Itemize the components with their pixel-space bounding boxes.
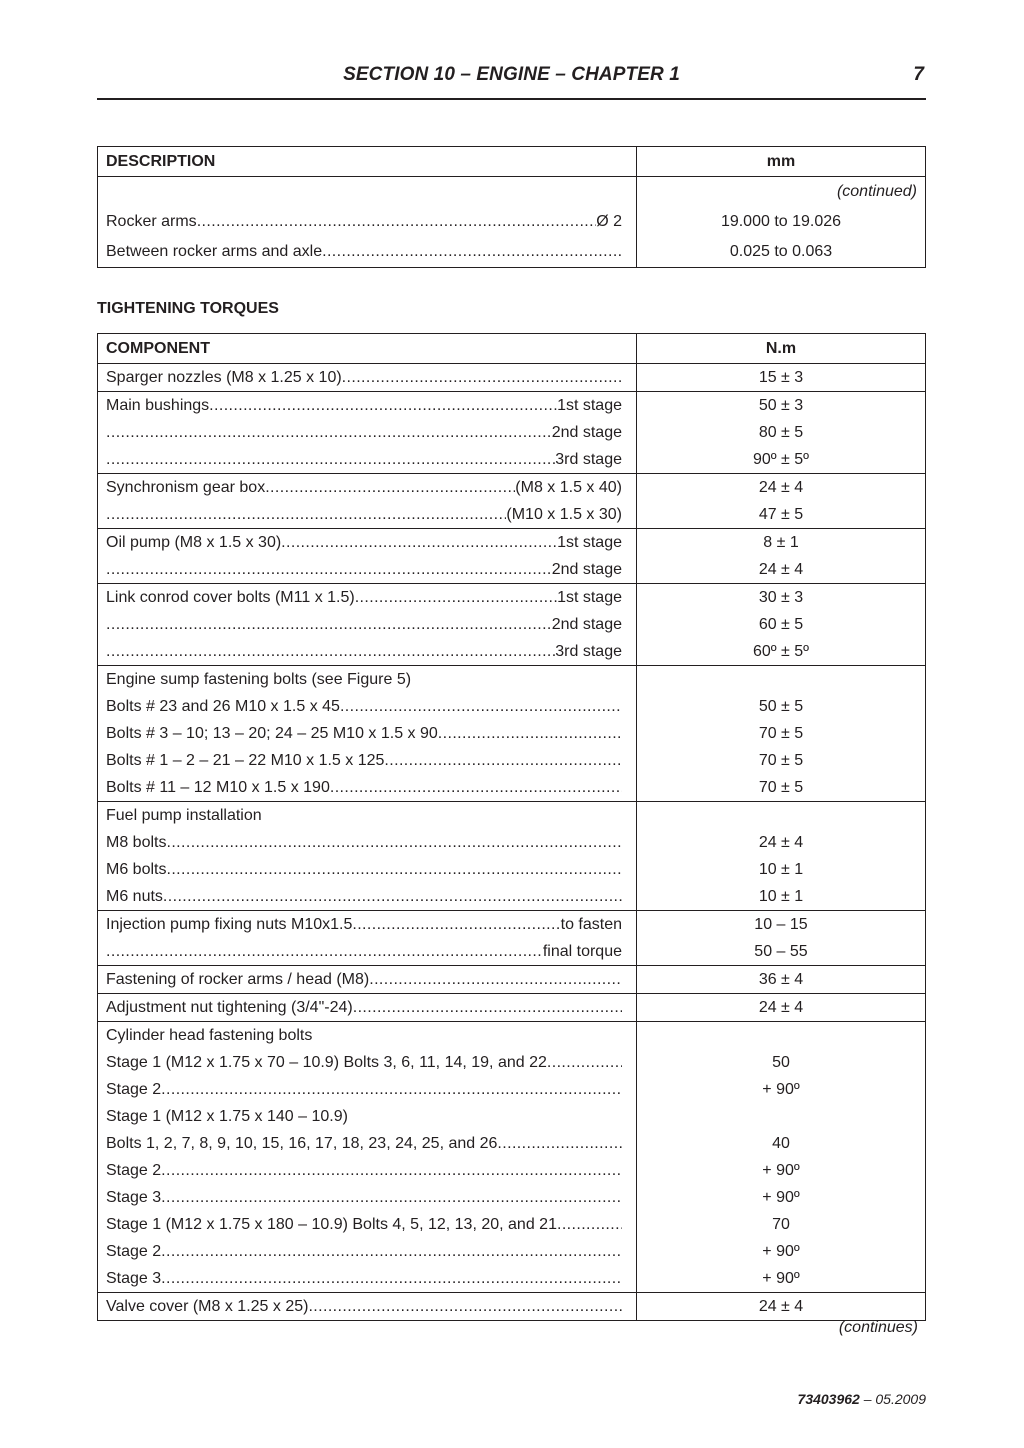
tightening-torques-heading: TIGHTENING TORQUES [97,300,279,317]
component-cell [98,584,637,666]
list-item: Stage 3 ..... [98,1265,636,1292]
table-row [98,994,926,1022]
torque-value [637,802,925,829]
list-item: M6 nuts ..... [98,883,636,910]
list-item: Bolts 1, 2, 7, 8, 9, 10, 15, 16, 17, 18, 23, 24, 25, and 26 ..... [98,1130,636,1157]
list-item: Link conrod cover bolts (M11 x 1.5) ..... 1st stage [98,584,636,611]
list-item: Fastening of rocker arms / head (M8) ..... [98,966,636,993]
list-item: ..... final torque [98,938,636,965]
torque-value: + 90º [762,1081,800,1098]
list-item: Bolts # 1 – 2 – 21 – 22 M10 x 1.5 x 125 ..... [98,747,636,774]
table-row [98,474,926,529]
component-cell [98,802,637,911]
page-footer [798,1391,926,1407]
list-item: Adjustment nut tightening (3/4"-24) ..... [98,994,636,1021]
table-row [98,392,926,474]
list-item: Stage 2 ..... [98,1076,636,1103]
page-number: 7 [913,64,924,85]
torque-value: 70 ± 5 [758,725,804,742]
list-item: Stage 2 ..... [98,1157,636,1184]
table-row [98,911,926,966]
torque-value: 40 [772,1135,790,1152]
component-cell [98,911,637,966]
torque-value: 50 – 55 [754,943,808,960]
component-cell [98,1293,637,1321]
torque-cell [637,529,926,584]
table-row [98,1293,926,1321]
torque-cell [637,1022,926,1293]
torque-value: 15 ± 3 [758,369,804,386]
list-item: Stage 1 (M12 x 1.75 x 70 – 10.9) Bolts 3, 6, 11, 14, 19, and 22 ..... [98,1049,636,1076]
list-item: Bolts # 11 – 12 M10 x 1.5 x 190 ..... [98,774,636,801]
list-item: ..... 3rd stage [98,446,636,473]
torque-cell [637,392,926,474]
list-item: M8 bolts ..... [98,829,636,856]
torque-table [97,333,926,1321]
torque-value: 10 ± 1 [758,861,804,878]
value-cell [637,177,926,268]
list-item: ..... 2nd stage [98,419,636,446]
torque-value: 47 ± 5 [758,506,804,523]
list-item: Stage 2 ..... [98,1238,636,1265]
torque-value: 10 ± 1 [758,888,804,905]
component-cell [98,474,637,529]
torque-value: 10 – 15 [754,916,808,933]
component-cell [98,364,637,392]
value: 0.025 to 0.063 [729,243,833,260]
list-item: ..... 2nd stage [98,556,636,583]
torque-value [637,1022,925,1049]
torque-value: 24 ± 4 [758,834,804,851]
component-cell [98,1022,637,1293]
section-title: SECTION 10 – ENGINE – CHAPTER 1 [343,64,680,85]
table-header-row [98,147,926,177]
component-cell [98,392,637,474]
component-cell [98,966,637,994]
torque-cell [637,966,926,994]
torque-cell [637,994,926,1022]
component-cell [98,994,637,1022]
torque-cell [637,474,926,529]
torque-value: 36 ± 4 [758,971,804,988]
table-row [98,1022,926,1293]
list-item: Engine sump fastening bolts (see Figure 5) [106,671,412,688]
torque-value: 30 ± 3 [758,589,804,606]
table-header-row [98,334,926,364]
list-item: Bolts # 3 – 10; 13 – 20; 24 – 25 M10 x 1.5 x 90 ..... [98,720,636,747]
torque-value: 70 ± 5 [758,752,804,769]
description-cell [98,177,637,268]
torque-value: + 90º [762,1270,800,1287]
list-item: ..... 3rd stage [98,638,636,665]
component-column-header: COMPONENT [98,334,637,364]
list-item: Main bushings ..... 1st stage [98,392,636,419]
description-column-header: DESCRIPTION [98,147,637,177]
document-date: – 05.2009 [859,1391,926,1407]
list-item: Stage 3 ..... [98,1184,636,1211]
torque-value: 80 ± 5 [758,424,804,441]
list-item: Between rocker arms and axle ..... [98,237,636,267]
list-item: Stage 1 (M12 x 1.75 x 140 – 10.9) [106,1108,348,1125]
table-row [98,364,926,392]
torque-value: 70 [772,1216,790,1233]
list-item: Oil pump (M8 x 1.5 x 30) ..... 1st stage [98,529,636,556]
torque-cell [637,584,926,666]
list-item: Injection pump fixing nuts M10x1.5 ..... to fasten [98,911,636,938]
list-item: Valve cover (M8 x 1.25 x 25) ..... [98,1293,636,1320]
page-header [97,60,926,100]
list-item: Bolts # 23 and 26 M10 x 1.5 x 45 ..... [98,693,636,720]
torque-value: + 90º [762,1243,800,1260]
list-item: Stage 1 (M12 x 1.75 x 180 – 10.9) Bolts 4, 5, 12, 13, 20, and 21 ..... [98,1211,636,1238]
table-row [98,177,926,268]
list-item: M6 bolts ..... [98,856,636,883]
list-item: ..... 2nd stage [98,611,636,638]
document-code: 73403962 [797,1391,860,1407]
table-row [98,802,926,911]
table-row [98,966,926,994]
torque-value: 50 [772,1054,790,1071]
table-row [98,584,926,666]
torque-value [637,666,925,693]
torque-value: 24 ± 4 [758,561,804,578]
torque-value: 60 ± 5 [758,616,804,633]
torque-value [637,1103,925,1130]
torque-value: + 90º [762,1189,800,1206]
torque-value: 70 ± 5 [758,779,804,796]
torque-value: 8 ± 1 [763,534,799,551]
list-item: Cylinder head fastening bolts [106,1027,313,1044]
torque-value: + 90º [762,1162,800,1179]
torque-cell [637,666,926,802]
torque-value: 90º ± 5º [752,451,810,468]
list-item: Synchronism gear box ..... (M8 x 1.5 x 40) [98,474,636,501]
torque-cell [637,1293,926,1321]
torque-cell [637,911,926,966]
component-cell [98,666,637,802]
value: 19.000 to 19.026 [720,213,842,230]
torque-value: 60º ± 5º [752,643,810,660]
torque-value: 50 ± 3 [758,397,804,414]
nm-column-header: N.m [637,334,926,364]
list-item: Sparger nozzles (M8 x 1.25 x 10) ..... [98,364,636,391]
continued-label: (continued) [836,183,917,200]
component-cell [98,529,637,584]
torque-value: 50 ± 5 [758,698,804,715]
torque-value: 24 ± 4 [758,1298,804,1315]
torque-cell [637,364,926,392]
torque-value: 24 ± 4 [758,479,804,496]
list-item: Fuel pump installation [106,807,262,824]
list-item: ..... (M10 x 1.5 x 30) [98,501,636,528]
torque-cell [637,802,926,911]
list-item: Rocker arms ..... Ø 2 [98,207,636,237]
table-row [98,529,926,584]
torque-value: 24 ± 4 [758,999,804,1016]
description-table [97,146,926,268]
continues-label: (continues) [838,1319,918,1336]
table-row [98,666,926,802]
mm-column-header: mm [637,147,926,177]
